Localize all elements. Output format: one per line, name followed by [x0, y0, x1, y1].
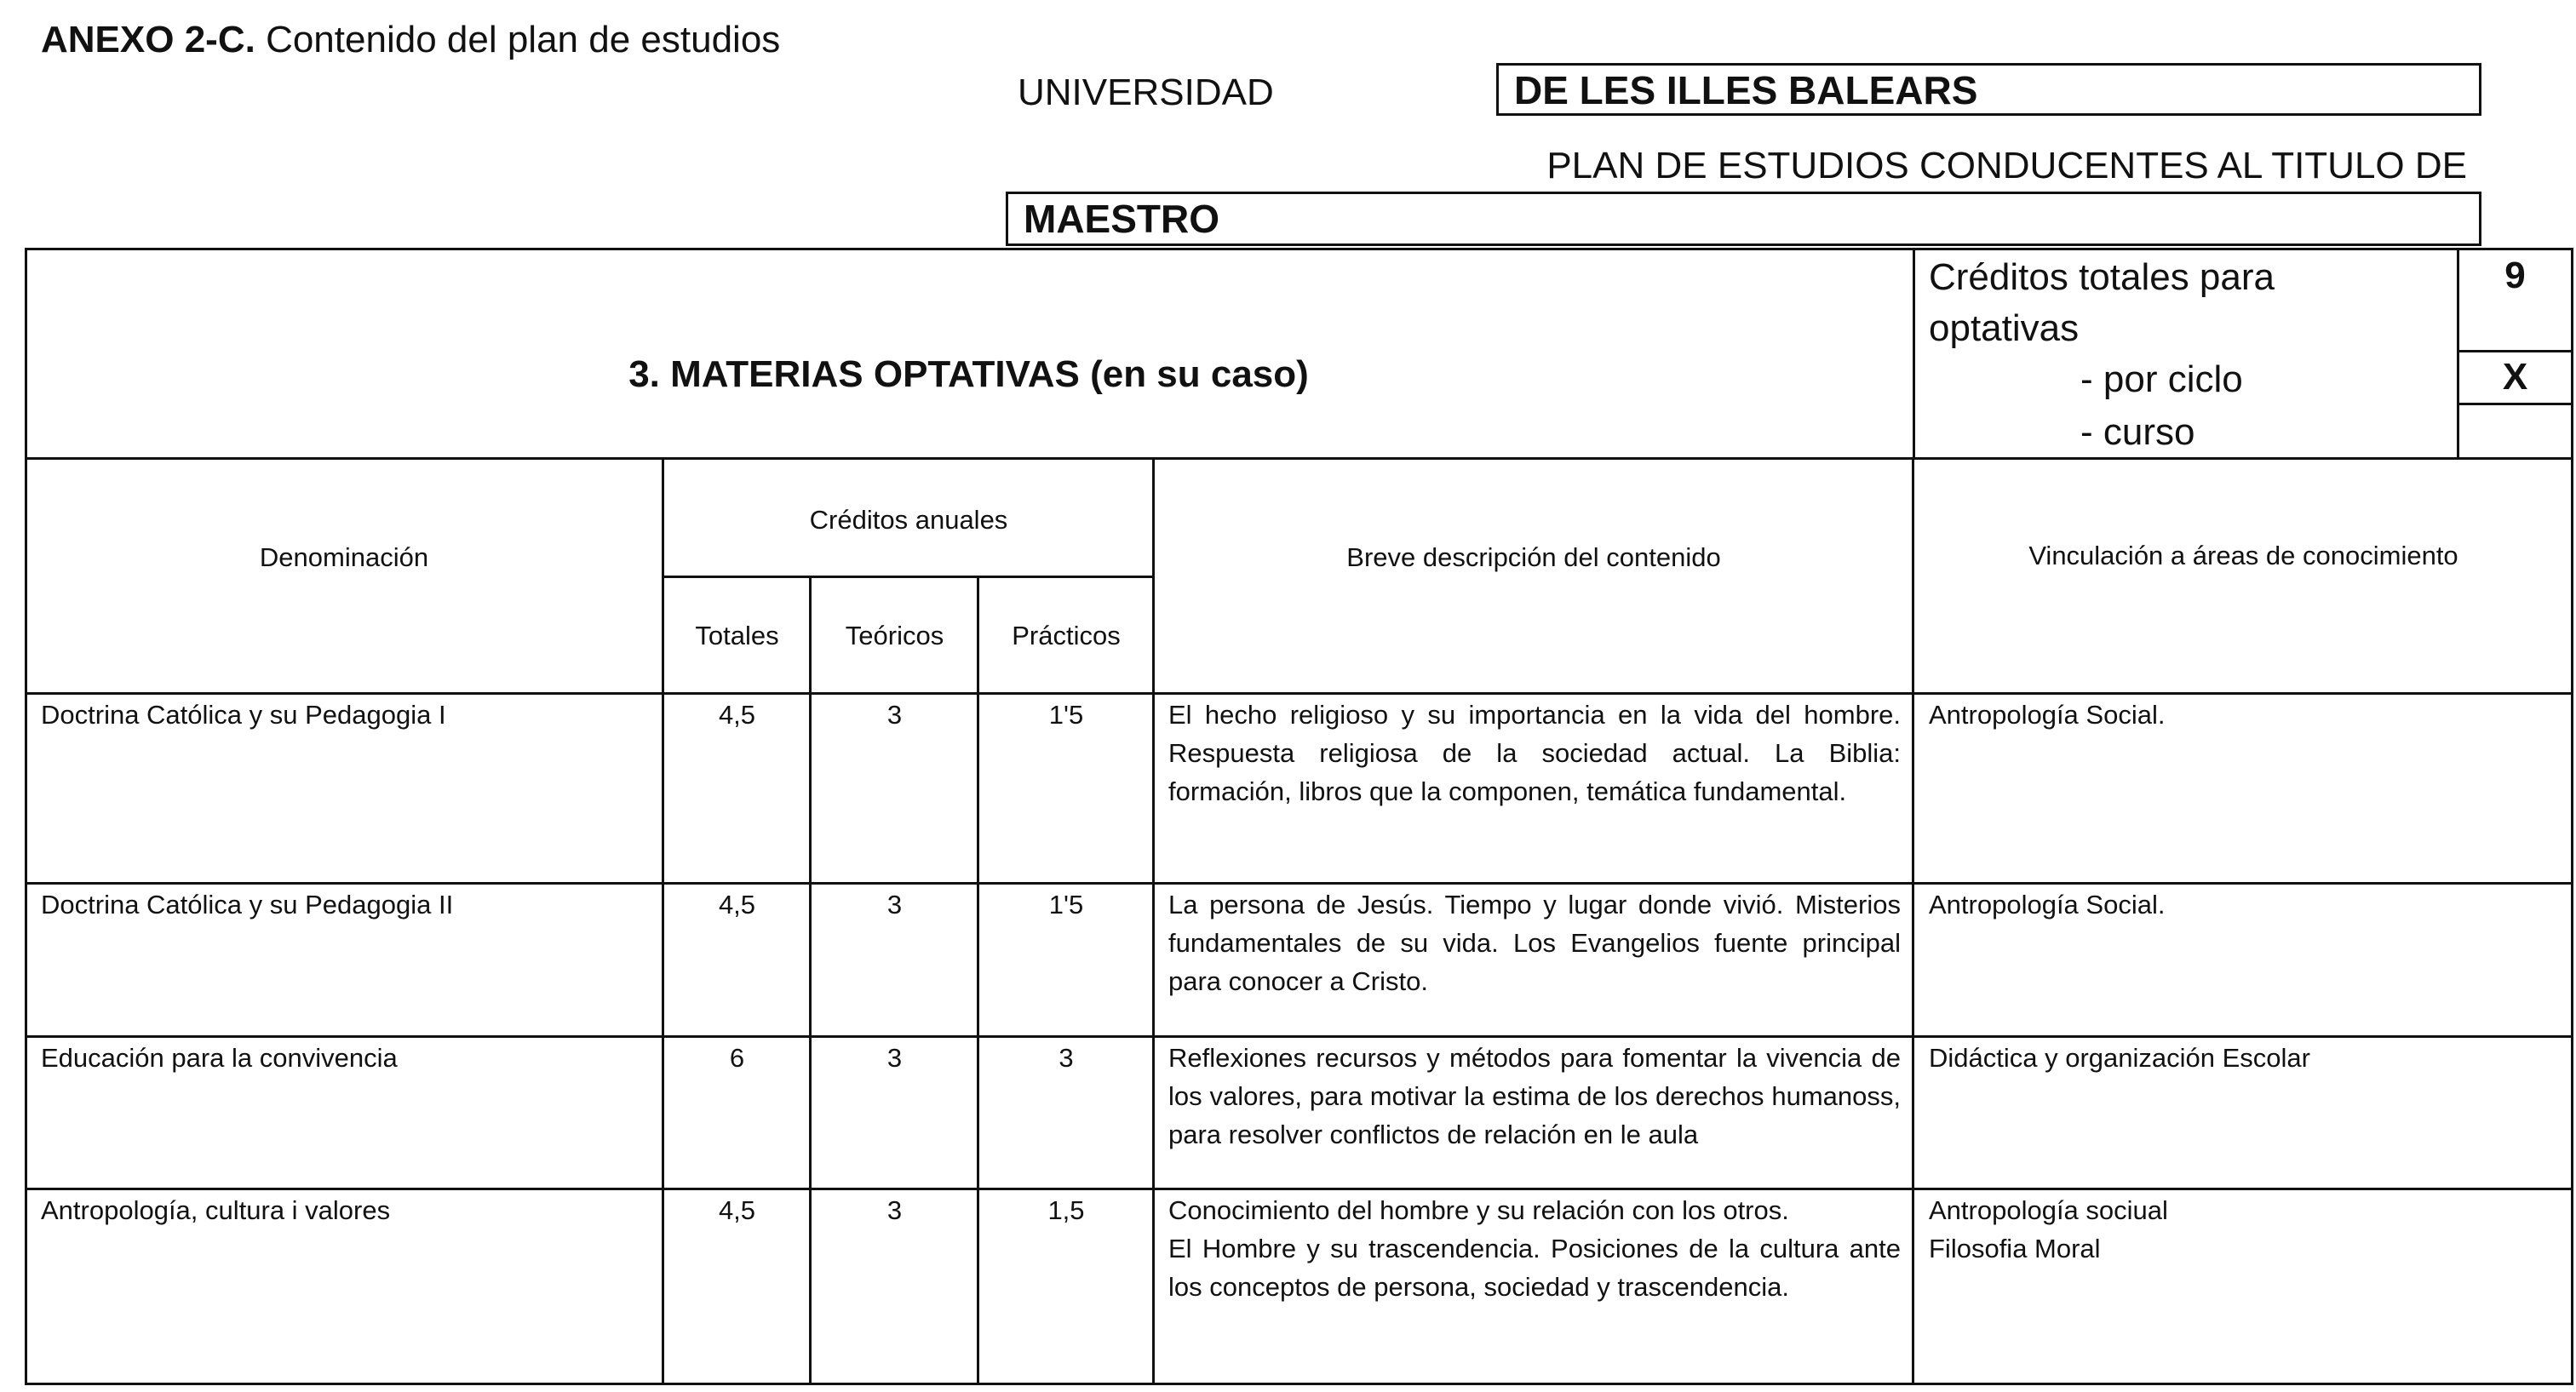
credits-total-label: Créditos totales para optativas	[1929, 256, 2275, 349]
subject-name: Antropología, cultura i valores	[41, 1195, 391, 1225]
credits-total: 4,5	[718, 1195, 756, 1225]
knowledge-areas: Antropología sociual Filosofia Moral	[1929, 1195, 2168, 1263]
subject-description: La persona de Jesús. Tiempo y lugar donde vivió. Misterios fundamentales de su vida. Los Evangelios fuente principal para conocer a Cristo.	[1168, 890, 1901, 996]
credits-practice: 1'5	[1048, 700, 1084, 730]
per-course-label: - curso	[2080, 411, 2195, 453]
per-cycle-value: X	[2502, 356, 2528, 398]
column-header-areas: Vinculación a áreas de conocimiento	[2028, 541, 2458, 570]
credits-practice: 1,5	[1047, 1195, 1085, 1225]
knowledge-areas: Didáctica y organización Escolar	[1929, 1043, 2310, 1073]
credits-practice: 3	[1059, 1043, 1074, 1073]
subject-name: Doctrina Católica y su Pedagogia I	[41, 700, 446, 730]
subject-description: El hecho religioso y su importancia en la vida del hombre. Respuesta religiosa de la sociedad actual. La Biblia: formación, libros que la componen, temática fundamental.	[1168, 700, 1901, 806]
credits-total: 6	[729, 1043, 745, 1073]
column-header-credits: Créditos anuales	[809, 505, 1008, 535]
section-title: 3. MATERIAS OPTATIVAS (en su caso)	[628, 353, 1309, 395]
plan-label: PLAN DE ESTUDIOS CONDUCENTES AL TITULO DE	[1546, 145, 2467, 186]
per-cycle-label: - por ciclo	[2080, 358, 2243, 400]
annex-heading	[41, 19, 780, 61]
subject-description: Reflexiones recursos y métodos para fomentar la vivencia de los valores, para motivar la estima de los derechos humanoss, para resolver conflictos de relación en le aula	[1168, 1043, 1901, 1149]
column-header-theory: Teóricos	[845, 621, 944, 650]
knowledge-areas: Antropología Social.	[1929, 890, 2166, 919]
column-header-name: Denominación	[259, 542, 429, 572]
degree-name: MAESTRO	[1006, 192, 2481, 246]
university-name: DE LES ILLES BALEARS	[1496, 63, 2481, 116]
credits-theory: 3	[886, 1195, 903, 1225]
credits-total: 4,5	[718, 890, 756, 919]
column-header-total: Totales	[695, 621, 779, 650]
credits-theory: 3	[886, 700, 903, 730]
credits-practice: 1'5	[1048, 890, 1084, 919]
credits-theory: 3	[886, 1043, 903, 1073]
annex-label: ANEXO 2-C.	[41, 19, 255, 60]
knowledge-areas: Antropología Social.	[1929, 700, 2166, 730]
annex-title: Contenido del plan de estudios	[266, 19, 781, 60]
column-header-practice: Prácticos	[1012, 621, 1121, 650]
credits-total: 4,5	[718, 700, 756, 730]
total-credits-value: 9	[2504, 255, 2526, 296]
university-label: UNIVERSIDAD	[1018, 72, 1274, 113]
column-header-description: Breve descripción del contenido	[1346, 542, 1721, 572]
credits-theory: 3	[886, 890, 903, 919]
subject-description: Conocimiento del hombre y su relación con los otros. El Hombre y su trascendencia. Posiciones de la cultura ante los conceptos de persona, sociedad y trascendencia.	[1168, 1195, 1901, 1302]
subject-name: Doctrina Católica y su Pedagogia II	[41, 890, 454, 919]
subject-name: Educación para la convivencia	[41, 1043, 398, 1073]
